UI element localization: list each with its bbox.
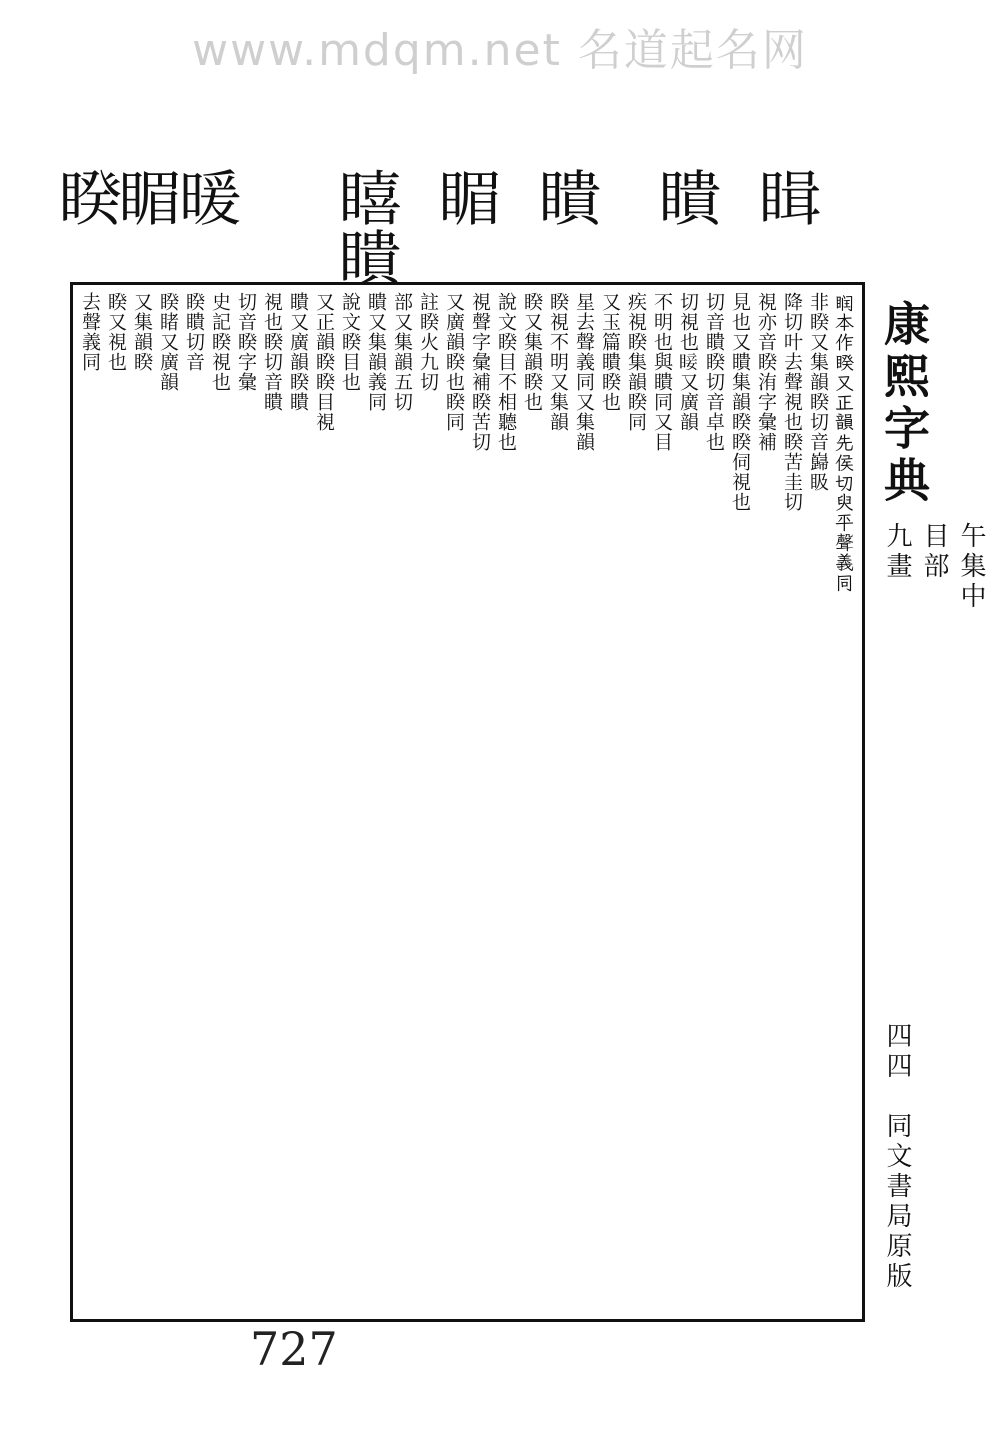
entry-column: 視也睽切音瞶 [261,292,283,412]
collection-label: 午集中 [956,522,986,612]
entry-column: 史記睽視也 [209,292,231,392]
seal-glyph: 暖 [178,165,242,235]
entry-column: 瞶又廣韻睽瞶 [287,292,309,412]
seal-glyph: 瞦 [338,165,402,235]
entry-column: 疾視睽集韻睽同 [625,292,647,432]
entry-column: 說文睽目不相聽也 [495,292,517,452]
entry-column: 又集韻睽 [131,292,153,372]
seal-glyph: 睽 [58,165,122,235]
publisher-label: 同文書局原版 [882,1112,912,1292]
entry-column: 睽瞶切音 [183,292,205,372]
book-title: 康熙字典 [877,300,931,508]
seal-glyph: 睸 [438,165,502,235]
radical-label: 目部 [919,522,949,582]
seal-glyph: 瞶 [338,225,402,295]
seal-glyph: 睸 [118,165,182,235]
entry-column: 睽視不明又集韻 [547,292,569,432]
entry-column: 註睽火九切 [417,292,439,392]
seal-glyph: 瞶 [538,165,602,235]
entry-column: 見也又瞶集韻睽睽伺視也 [729,292,751,512]
strokes-label: 九畫 [882,522,912,582]
entry-column: 睽又集韻睽也 [521,292,543,412]
side-margin [865,282,986,1322]
entry-column: 切音瞶睽切音卓也 [703,292,725,452]
entry-column: 說文睽目也 [339,292,361,392]
entry-column: 瞶又集韻義同 [365,292,387,412]
entry-column: 切視也𥇒又廣韻 [677,292,699,432]
entry-column: 𥆧本作睽又正韻先侯切臾平聲義同 [833,292,855,592]
entry-column: 睽睹又廣韻 [157,292,179,392]
entry-column: 不明也與瞶同又目 [651,292,673,452]
entry-column: 視聲字彙補睽苦切 [469,292,491,452]
entry-column: 又廣韻睽也睽同 [443,292,465,432]
side-page-number: 四四 [882,1022,912,1082]
seal-script-header [60,160,940,300]
entry-column: 視亦音睽洧字彙補 [755,292,777,452]
entry-column: 降切叶去聲視也睽苦圭切 [781,292,803,512]
watermark: www.mdqm.net 名道起名网 [192,25,808,76]
entry-column: 去聲義同 [79,292,101,372]
page-number: 727 [250,1322,338,1376]
dictionary-entries [76,288,859,1316]
entry-column: 睽又視也 [105,292,127,372]
entry-column: 部又集韻五切 [391,292,413,412]
seal-glyph: 䁒 [758,165,822,235]
entry-column: 非睽又集韻睽切音巋𥄫 [807,292,829,492]
entry-column: 又正韻睽睽目視 [313,292,335,432]
entry-column: 切音睽字彙 [235,292,257,392]
section-info [879,522,990,642]
entry-column: 又玉篇瞶睽也 [599,292,621,412]
seal-glyph: 瞶 [658,165,722,235]
entry-column: 星去聲義同又集韻 [573,292,595,452]
